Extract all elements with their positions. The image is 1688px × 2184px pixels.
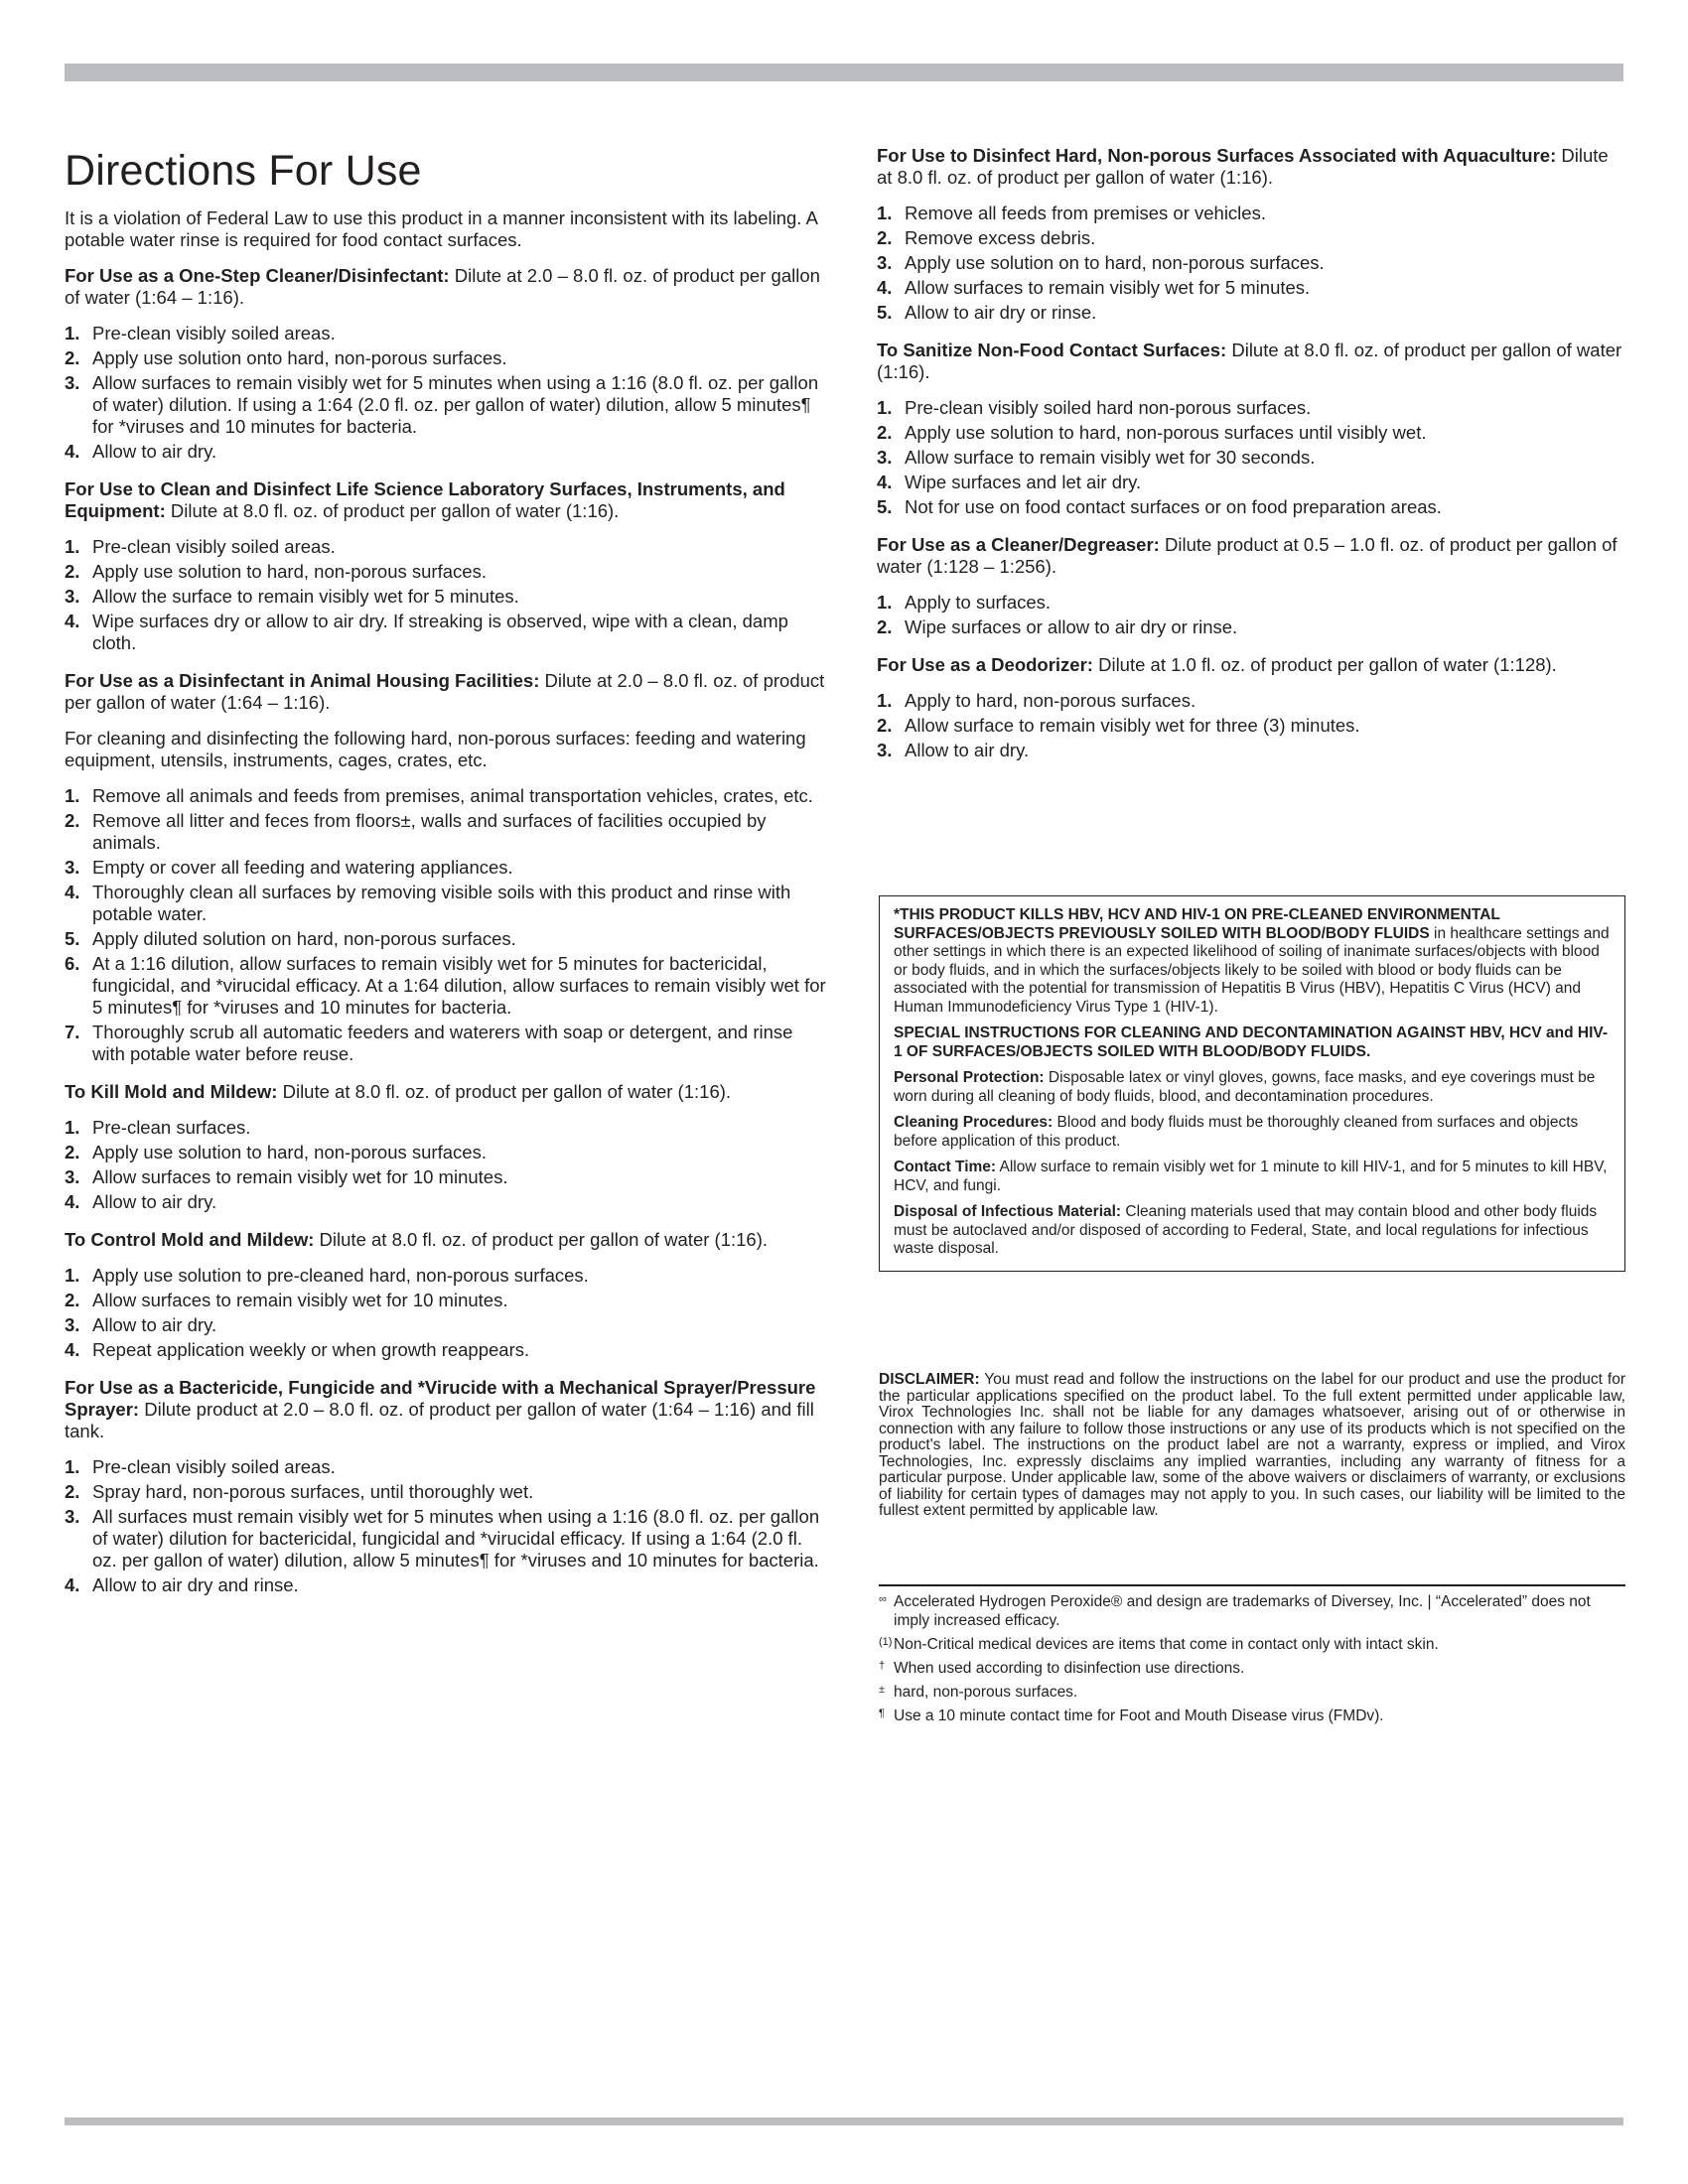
footnote: † When used according to disinfection use directions.: [879, 1660, 1245, 1677]
footnote-divider: [879, 1584, 1625, 1586]
section-heading: For Use as a Bactericide, Fungicide and *Virucide with a Mechanical Sprayer/Pressure Sprayer: Dilute product at 2.0 – 8.0 fl. oz. of product per gallon of water (1:64 – 1:16) and fill tank.: [65, 1377, 816, 1441]
step-list: [65, 323, 829, 463]
list-item: 4. Wipe surfaces and let air dry.: [877, 472, 1142, 492]
section-heading: To Control Mold and Mildew: Dilute at 8.0 fl. oz. of product per gallon of water (1:16).: [65, 1229, 768, 1250]
section-heading: For Use to Clean and Disinfect Life Science Laboratory Surfaces, Instruments, and Equipment: Dilute at 8.0 fl. oz. of product per gallon of water (1:16).: [65, 478, 785, 521]
right-column: [877, 145, 1623, 777]
footnote: ∞ Accelerated Hydrogen Peroxide® and design are trademarks of Diversey, Inc. | “Accelerated” does not imply increased efficacy.: [879, 1593, 1591, 1629]
step-list: [877, 690, 1623, 761]
footnote: (1) Non-Critical medical devices are items that come in contact only with intact skin.: [879, 1636, 1439, 1653]
list-item: 4. Repeat application weekly or when growth reappears.: [65, 1339, 530, 1360]
list-item: 1. Remove all feeds from premises or vehicles.: [877, 203, 1266, 223]
list-item: 7. Thoroughly scrub all automatic feeders and waterers with soap or detergent, and rinse with potable water before reuse.: [65, 1022, 793, 1064]
list-item: 5. Not for use on food contact surfaces or on food preparation areas.: [877, 496, 1442, 517]
list-item: 1. Pre-clean visibly soiled areas.: [65, 323, 336, 343]
list-item: 1. Apply use solution to pre-cleaned hard, non-porous surfaces.: [65, 1265, 589, 1286]
list-item: 4. Allow to air dry and rinse.: [65, 1574, 299, 1595]
list-item: 3. Allow to air dry.: [877, 740, 1030, 760]
box-item: Disposal of Infectious Material: Cleaning materials used that may contain blood and other body fluids must be autoclaved and/or disposed of according to Federal, State, and local regulations for infectious waste disposal.: [894, 1203, 1598, 1257]
left-column: [65, 139, 829, 1612]
list-item: 2. Apply use solution to hard, non-porous surfaces.: [65, 561, 487, 582]
footnote: ¶ Use a 10 minute contact time for Foot and Mouth Disease virus (FMDv).: [879, 1707, 1384, 1724]
list-item: 3. Apply use solution on to hard, non-porous surfaces.: [877, 252, 1325, 273]
section-heading: For Use as a Cleaner/Degreaser: Dilute product at 0.5 – 1.0 fl. oz. of product per gallon of water (1:128 – 1:256).: [877, 534, 1618, 577]
list-item: 3. Allow to air dry.: [65, 1314, 217, 1335]
special-instructions-heading: SPECIAL INSTRUCTIONS FOR CLEANING AND DECONTAMINATION AGAINST HBV, HCV and HIV-1 OF SURFACES/OBJECTS SOILED WITH BLOOD/BODY FLUIDS.: [894, 1024, 1609, 1060]
box-item: Contact Time: Allow surface to remain visibly wet for 1 minute to kill HIV-1, and for 5 minutes to kill HBV, HCV, and fungi.: [894, 1159, 1608, 1194]
list-item: 2. Spray hard, non-porous surfaces, until thoroughly wet.: [65, 1481, 534, 1502]
list-item: 6. At a 1:16 dilution, allow surfaces to remain visibly wet for 5 minutes for bactericidal, fungicidal, and *virucidal efficacy. At a 1:64 dilution, allow surfaces to remain visibly wet for 5 minutes¶ for *viruses and 10 minutes for bacteria.: [65, 953, 826, 1018]
list-item: 1. Pre-clean visibly soiled areas.: [65, 1456, 336, 1477]
list-item: 3. Allow surfaces to remain visibly wet for 10 minutes.: [65, 1166, 508, 1187]
list-item: 1. Pre-clean visibly soiled areas.: [65, 536, 336, 557]
step-list: [877, 203, 1623, 324]
step-list: [877, 592, 1623, 638]
list-item: 1. Pre-clean surfaces.: [65, 1117, 251, 1138]
top-rule: [65, 64, 1623, 81]
section-heading: For Use as a Disinfectant in Animal Housing Facilities: Dilute at 2.0 – 8.0 fl. oz. of product per gallon of water (1:64 – 1:16).: [65, 670, 825, 713]
step-list: [65, 1117, 829, 1213]
list-item: 4. Thoroughly clean all surfaces by removing visible soils with this product and rinse with potable water.: [65, 882, 791, 924]
list-item: 3. Allow the surface to remain visibly wet for 5 minutes.: [65, 586, 519, 607]
list-item: 4. Allow to air dry.: [65, 441, 217, 462]
list-item: 2. Allow surface to remain visibly wet for three (3) minutes.: [877, 715, 1360, 736]
section-heading: For Use to Disinfect Hard, Non-porous Surfaces Associated with Aquaculture: Dilute at 8.0 fl. oz. of product per gallon of water (1:16).: [877, 145, 1609, 188]
list-item: 4. Allow to air dry.: [65, 1191, 217, 1212]
list-item: 3. Allow surfaces to remain visibly wet for 5 minutes when using a 1:16 (8.0 fl. oz. per gallon of water) dilution. If using a 1:64 (2.0 fl. oz. per gallon of water) dilution, allow 5 minutes¶ for *viruses and 10 minutes for bacteria.: [65, 372, 819, 437]
list-item: 2. Apply use solution to hard, non-porous surfaces until visibly wet.: [877, 422, 1427, 443]
list-item: 1. Remove all animals and feeds from premises, animal transportation vehicles, crates, etc.: [65, 785, 813, 806]
list-item: 5. Allow to air dry or rinse.: [877, 302, 1097, 323]
section-heading: To Sanitize Non-Food Contact Surfaces: Dilute at 8.0 fl. oz. of product per gallon of water (1:16).: [877, 340, 1622, 382]
step-list: [65, 536, 829, 654]
step-list: [65, 785, 829, 1065]
page-title: Directions For Use: [65, 147, 422, 195]
list-item: 2. Apply use solution to hard, non-porous surfaces.: [65, 1142, 487, 1162]
list-item: 5. Apply diluted solution on hard, non-porous surfaces.: [65, 928, 516, 949]
list-item: 2. Allow surfaces to remain visibly wet for 10 minutes.: [65, 1290, 508, 1310]
disclaimer: DISCLAIMER: You must read and follow the instructions on the label for our product and use the product for the particular applications specified on the product label. To the full extent permitted under applicable law, Virox Technologies Inc. shall not be liable for any damages whatsoever, arising out of or otherwise in connection with any failure to follow those instructions or any use of its products which is not specified on the product's label. The instructions on the product label are not a warranty, express or implied, and Virox Technologies, Inc. expressly disclaims any implied warranties, including any warranty of fitness for a particular purpose. Under applicable law, some of the above waivers or disclaimers of warranty, or exclusions of liability for certain types of damages may not apply to you. In such cases, our liability will be limited to the fullest extent permitted by applicable law.: [879, 1371, 1625, 1519]
list-item: 4. Allow surfaces to remain visibly wet for 5 minutes.: [877, 277, 1311, 298]
claim-paragraph: *THIS PRODUCT KILLS HBV, HCV AND HIV-1 ON PRE-CLEANED ENVIRONMENTAL SURFACES/OBJECTS PREVIOUSLY SOILED WITH BLOOD/BODY FLUIDS in healthcare settings and other settings in which there is an expected likelihood of soiling of inanimate surfaces/objects with blood or body fluids, and in which the surfaces/objects likely to be soiled with blood or body fluids can be associated with the potential for transmission of Hepatitis B Virus (HBV), Hepatitis C Virus (HCV) and Human Immunodeficiency Virus Type 1 (HIV-1).: [894, 906, 1610, 1016]
list-item: 2. Wipe surfaces or allow to air dry or rinse.: [877, 616, 1238, 637]
bottom-rule: [65, 2117, 1623, 2125]
list-item: 2. Remove excess debris.: [877, 227, 1096, 248]
list-item: 1. Pre-clean visibly soiled hard non-porous surfaces.: [877, 397, 1312, 418]
list-item: 2. Remove all litter and feces from floors±, walls and surfaces of facilities occupied by animals.: [65, 810, 767, 853]
section-note: For cleaning and disinfecting the following hard, non-porous surfaces: feeding and watering equipment, utensils, instruments, cages, crates, etc.: [65, 728, 806, 770]
list-item: 3. Allow surface to remain visibly wet for 30 seconds.: [877, 447, 1316, 468]
box-item: Cleaning Procedures: Blood and body fluids must be thoroughly cleaned from surfaces and objects before application of this product.: [894, 1114, 1579, 1150]
step-list: [65, 1265, 829, 1361]
list-item: 1. Apply to hard, non-porous surfaces.: [877, 690, 1196, 711]
footnotes: [879, 1592, 1625, 1730]
step-list: [877, 397, 1623, 518]
footnote: ± hard, non-porous surfaces.: [879, 1684, 1078, 1701]
intro-paragraph: It is a violation of Federal Law to use this product in a manner inconsistent with its labeling. A potable water rinse is required for food contact surfaces.: [65, 207, 817, 250]
section-heading: For Use as a One-Step Cleaner/Disinfectant: Dilute at 2.0 – 8.0 fl. oz. of product per gallon of water (1:64 – 1:16).: [65, 265, 820, 308]
step-list: [65, 1456, 829, 1596]
bloodborne-pathogen-box: [879, 895, 1625, 1272]
list-item: 2. Apply use solution onto hard, non-porous surfaces.: [65, 347, 507, 368]
section-heading: For Use as a Deodorizer: Dilute at 1.0 fl. oz. of product per gallon of water (1:128).: [877, 654, 1557, 675]
list-item: 4. Wipe surfaces dry or allow to air dry. If streaking is observed, wipe with a clean, damp cloth.: [65, 611, 788, 653]
list-item: 3. All surfaces must remain visibly wet for 5 minutes when using a 1:16 (8.0 fl. oz. per gallon of water) dilution for bactericidal, fungicidal and *virucidal efficacy. If using a 1:64 (2.0 fl. oz. per gallon of water) dilution, allow 5 minutes¶ for *viruses and 10 minutes for bacteria.: [65, 1506, 820, 1570]
list-item: 1. Apply to surfaces.: [877, 592, 1052, 613]
list-item: 3. Empty or cover all feeding and watering appliances.: [65, 857, 513, 878]
box-item: Personal Protection: Disposable latex or vinyl gloves, gowns, face masks, and eye coverings must be worn during all cleaning of body fluids, blood, and decontamination procedures.: [894, 1069, 1596, 1105]
section-heading: To Kill Mold and Mildew: Dilute at 8.0 fl. oz. of product per gallon of water (1:16).: [65, 1081, 732, 1102]
